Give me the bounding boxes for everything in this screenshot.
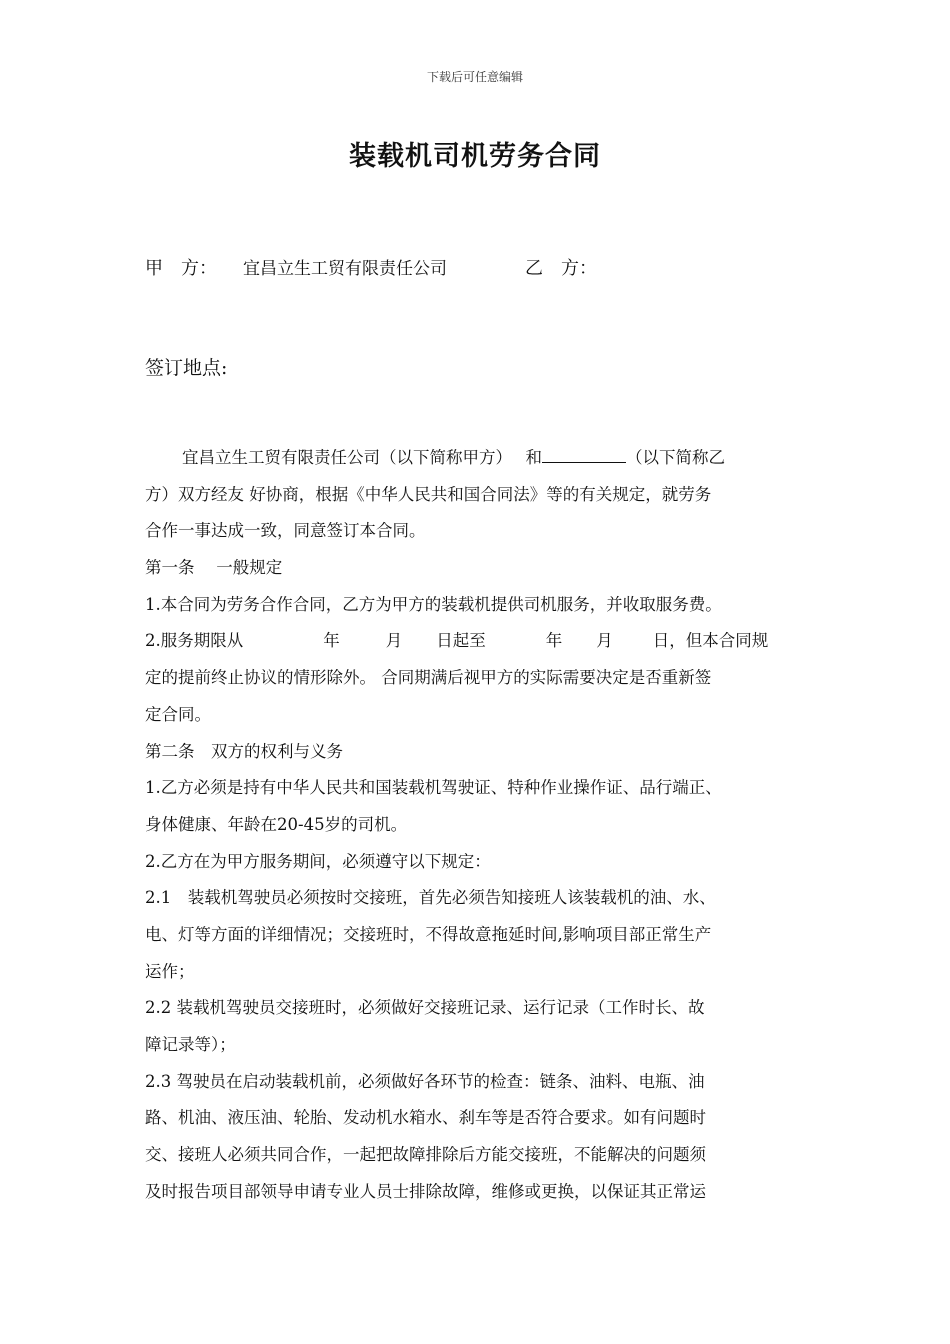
- term-month-2: 月: [596, 631, 613, 651]
- article-2-clause-1-line-1: 1.乙方必须是持有中华人民共和国装载机驾驶证、特种作业操作证、品行端正、: [145, 778, 722, 798]
- article-2-clause-1-line-2: 身体健康、年龄在20-45岁的司机。: [145, 814, 408, 834]
- article-1-clause-2-line-2: 定的提前终止协议的情形除外。 合同期满后视甲方的实际需要决定是否重新签: [145, 668, 712, 688]
- clause-2-3-line-2: 路、机油、液压油、轮胎、发动机水箱水、刹车等是否符合要求。如有问题时: [145, 1108, 706, 1128]
- intro-line-2: 方）双方经友 好协商，根据《中华人民共和国合同法》等的有关规定，就劳务: [145, 484, 712, 504]
- term-day-end: 日，但本合同规: [652, 631, 769, 651]
- clause-2-3-line-3: 交、接班人必须共同合作，一起把故障排除后方能交接班，不能解决的问题须: [145, 1145, 706, 1165]
- term-year-2: 年: [545, 631, 563, 651]
- clause-2-3-line-1: 2.3 驾驶员在启动装载机前，必须做好各环节的检查：链条、油料、电瓶、油: [145, 1071, 705, 1091]
- term-day-to: 日起至: [436, 631, 486, 651]
- intro-text-1b: （以下简称乙: [626, 448, 725, 467]
- intro-line-1: [145, 440, 825, 477]
- party-b-label: 乙 方：: [525, 258, 597, 279]
- clause-2-2-line-2: 障记录等）；: [145, 1035, 236, 1054]
- term-year-1: 年: [323, 631, 340, 651]
- document-title: 装载机司机劳务合同: [349, 141, 601, 172]
- clause-2-1-line-2: 电、灯等方面的详细情况；交接班时，不得故意拖延时间,影响项目部正常生产: [145, 924, 712, 944]
- article-2-clause-2: 2.乙方在为甲方服务期间，必须遵守以下规定：: [145, 851, 491, 871]
- clause-2-1-line-1: 2.1 装载机驾驶员必须按时交接班，首先必须告知接班人该装载机的油、水、: [145, 888, 716, 908]
- party-a-label: 甲 方：: [145, 258, 217, 279]
- article-1-clause-2-line-3: 定合同。: [145, 704, 211, 724]
- article-1-clause-1: 1.本合同为劳务合作合同，乙方为甲方的装载机提供司机服务，并收取服务费。: [145, 594, 722, 614]
- clause-2-2-line-1: 2.2 装载机驾驶员交接班时，必须做好交接班记录、运行记录（工作时长、故: [145, 998, 705, 1018]
- term-from: 2.服务期限从: [145, 631, 244, 651]
- article-1-clause-2-line-1: [145, 623, 825, 660]
- intro-text-1a: 宜昌立生工贸有限责任公司（以下简称甲方） 和: [182, 448, 542, 467]
- article-1-title: 第一条 一般规定: [145, 558, 283, 578]
- header-note: 下载后可任意编辑: [426, 70, 523, 84]
- article-2-title: 第二条 双方的权利与义务: [145, 741, 343, 761]
- sign-place-label: 签订地点:: [145, 357, 228, 379]
- party-a-name: 宜昌立生工贸有限责任公司: [243, 259, 447, 279]
- contract-body: [145, 440, 825, 1210]
- term-month-1: 月: [385, 631, 403, 651]
- parties-line: [145, 254, 597, 280]
- party-b-name-blank: [542, 444, 626, 463]
- clause-2-1-line-3: 运作；: [145, 961, 195, 981]
- intro-line-3: 合作一事达成一致，同意签订本合同。: [145, 521, 426, 541]
- clause-2-3-line-4: 及时报告项目部领导申请专业人员士排除故障，维修或更换，以保证其正常运: [145, 1181, 706, 1201]
